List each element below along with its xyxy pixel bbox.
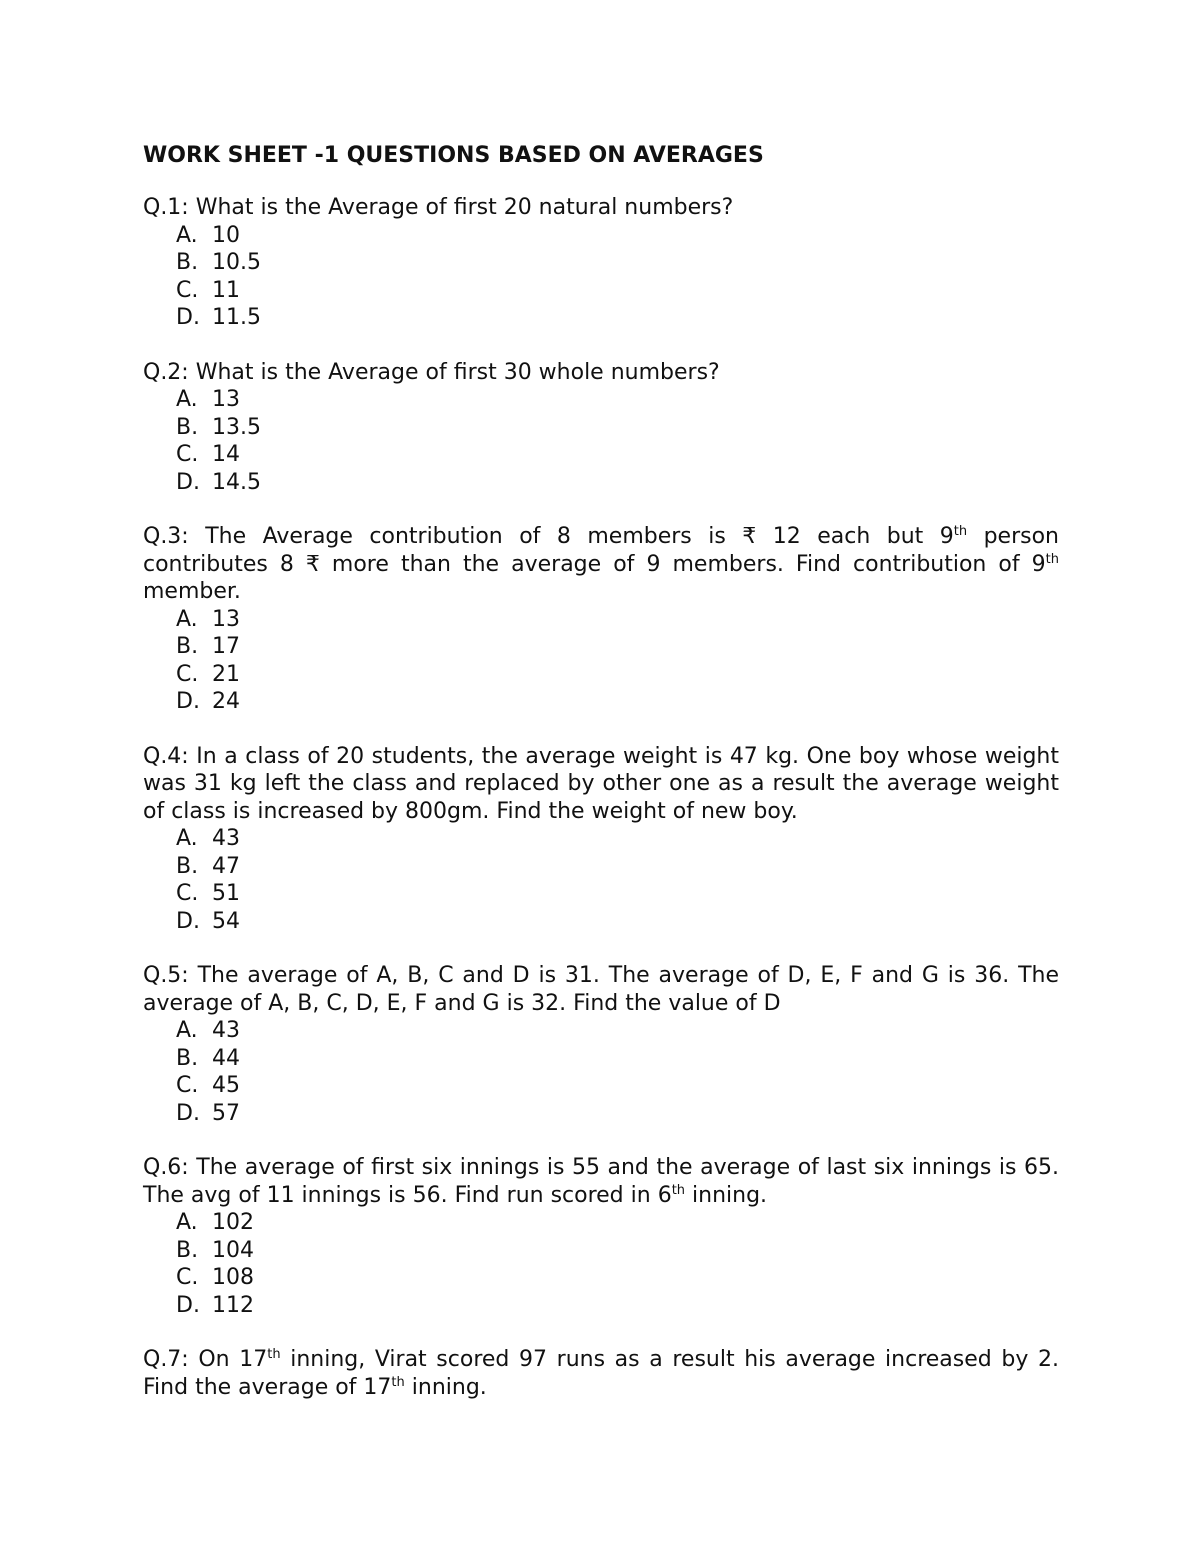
answer-option xyxy=(176,661,1059,689)
option-letter: A. xyxy=(176,387,198,412)
option-letter: D. xyxy=(176,1100,200,1126)
question-block xyxy=(143,962,1059,1127)
question-text xyxy=(143,1154,1059,1209)
option-letter: D. xyxy=(176,469,200,495)
answer-option xyxy=(176,1017,1059,1045)
question-text-segment: Q.6: The average of first six innings is 55 and the average of last six innings is 65. The avg of 11 innings is 56. Find run scored in 6 xyxy=(143,1155,1059,1208)
answer-options xyxy=(143,825,1059,935)
option-letter: C. xyxy=(176,277,199,303)
answer-option xyxy=(176,880,1059,908)
option-letter: D. xyxy=(176,689,200,714)
option-letter: A. xyxy=(176,1210,198,1235)
option-letter: B. xyxy=(176,853,199,879)
question-block xyxy=(143,523,1059,716)
option-text: 14 xyxy=(212,442,240,467)
question-text xyxy=(143,743,1059,826)
answer-option xyxy=(176,1100,1059,1128)
answer-options xyxy=(143,1017,1059,1127)
option-text: 24 xyxy=(212,689,240,714)
answer-option xyxy=(176,606,1059,634)
option-text: 57 xyxy=(212,1100,240,1126)
option-letter: A. xyxy=(176,826,198,851)
worksheet-title: WORK SHEET -1 QUESTIONS BASED ON AVERAGES xyxy=(143,143,764,168)
answer-option xyxy=(176,1072,1059,1100)
ordinal-superscript: th xyxy=(953,524,968,539)
option-text: 112 xyxy=(212,1292,254,1318)
ordinal-superscript: th xyxy=(671,1182,686,1198)
option-letter: B. xyxy=(176,1045,199,1071)
answer-option xyxy=(176,825,1059,853)
option-text: 44 xyxy=(212,1045,240,1071)
option-letter: B. xyxy=(176,634,199,659)
question-text-segment: inning, Virat scored 97 runs as a result his average increased by 2. Find the average of 17 xyxy=(143,1347,1059,1400)
answer-options xyxy=(143,1209,1059,1319)
option-text: 13 xyxy=(212,606,240,632)
option-text: 13.5 xyxy=(212,414,261,440)
question-list xyxy=(143,194,1059,1401)
answer-option xyxy=(176,1292,1059,1320)
question-block xyxy=(143,743,1059,936)
question-text-segment: Q.3: The Average contribution of 8 members is ₹ 12 each but 9 xyxy=(143,524,954,549)
answer-option xyxy=(176,386,1059,414)
question-text-segment: Q.2: What is the Average of first 30 whole numbers? xyxy=(143,359,720,385)
option-text: 17 xyxy=(212,634,240,659)
option-letter: D. xyxy=(176,908,200,934)
answer-option xyxy=(176,908,1059,936)
option-text: 10.5 xyxy=(212,250,261,275)
answer-option xyxy=(176,853,1059,881)
answer-option xyxy=(176,441,1059,469)
option-text: 43 xyxy=(212,826,240,851)
option-letter: A. xyxy=(176,606,198,632)
question-block xyxy=(143,1346,1059,1401)
answer-options xyxy=(143,386,1059,496)
option-letter: C. xyxy=(176,442,199,467)
answer-option xyxy=(176,222,1059,250)
option-letter: B. xyxy=(176,250,199,275)
question-text xyxy=(143,962,1059,1017)
question-text-segment: inning. xyxy=(685,1182,768,1208)
answer-option xyxy=(176,1045,1059,1073)
answer-option xyxy=(176,1237,1059,1265)
question-text-segment: Q.4: In a class of 20 students, the average weight is 47 kg. One boy whose weight was 31 kg left the class and replaced by other one as a result the average weight of class is increased by 800gm. Find the weight of new boy. xyxy=(143,743,1059,824)
question-text-segment: inning. xyxy=(404,1374,487,1400)
answer-option xyxy=(176,469,1059,497)
worksheet-page xyxy=(143,140,1059,1428)
option-letter: C. xyxy=(176,661,199,687)
option-letter: B. xyxy=(176,414,199,440)
option-text: 108 xyxy=(212,1265,254,1290)
question-block xyxy=(143,194,1059,332)
option-text: 104 xyxy=(212,1237,254,1263)
answer-option xyxy=(176,277,1059,305)
question-text xyxy=(143,359,1059,387)
answer-option xyxy=(176,304,1059,332)
option-text: 13 xyxy=(212,387,240,412)
option-letter: A. xyxy=(176,1018,198,1043)
option-letter: D. xyxy=(176,305,200,330)
ordinal-superscript: th xyxy=(1045,551,1059,567)
option-letter: C. xyxy=(176,881,199,906)
question-block xyxy=(143,1154,1059,1319)
question-text-segment: Q.5: The average of A, B, C and D is 31. The average of D, E, F and G is 36. The average of A, B, C, D, E, F and G is 32. Find the value of D xyxy=(143,963,1059,1016)
answer-options xyxy=(143,222,1059,332)
option-text: 51 xyxy=(212,881,240,906)
option-letter: D. xyxy=(176,1292,200,1318)
answer-option xyxy=(176,414,1059,442)
question-block xyxy=(143,359,1059,497)
ordinal-superscript: th xyxy=(267,1347,281,1362)
question-text xyxy=(143,1346,1059,1401)
answer-options xyxy=(143,606,1059,716)
option-text: 11 xyxy=(212,277,240,303)
ordinal-superscript: th xyxy=(391,1374,405,1390)
option-text: 43 xyxy=(212,1018,240,1043)
option-letter: C. xyxy=(176,1073,199,1098)
question-text-segment: person contributes 8 ₹ more than the average of 9 members. Find contribution of 9 xyxy=(143,524,1059,577)
answer-option xyxy=(176,1264,1059,1292)
answer-option xyxy=(176,1209,1059,1237)
question-text xyxy=(143,194,1059,222)
option-text: 45 xyxy=(212,1073,240,1098)
answer-option xyxy=(176,688,1059,716)
option-text: 14.5 xyxy=(212,469,261,495)
option-text: 10 xyxy=(212,222,240,248)
option-text: 102 xyxy=(212,1210,254,1235)
question-text xyxy=(143,523,1059,606)
option-text: 54 xyxy=(212,908,240,934)
option-text: 47 xyxy=(212,853,240,879)
answer-option xyxy=(176,633,1059,661)
option-text: 21 xyxy=(212,661,240,687)
option-letter: A. xyxy=(176,222,198,248)
answer-option xyxy=(176,249,1059,277)
question-text-segment: member. xyxy=(143,579,241,604)
option-text: 11.5 xyxy=(212,305,261,330)
option-letter: B. xyxy=(176,1237,199,1263)
option-letter: C. xyxy=(176,1265,199,1290)
question-text-segment: Q.7: On 17 xyxy=(143,1347,268,1372)
question-text-segment: Q.1: What is the Average of first 20 natural numbers? xyxy=(143,195,734,220)
